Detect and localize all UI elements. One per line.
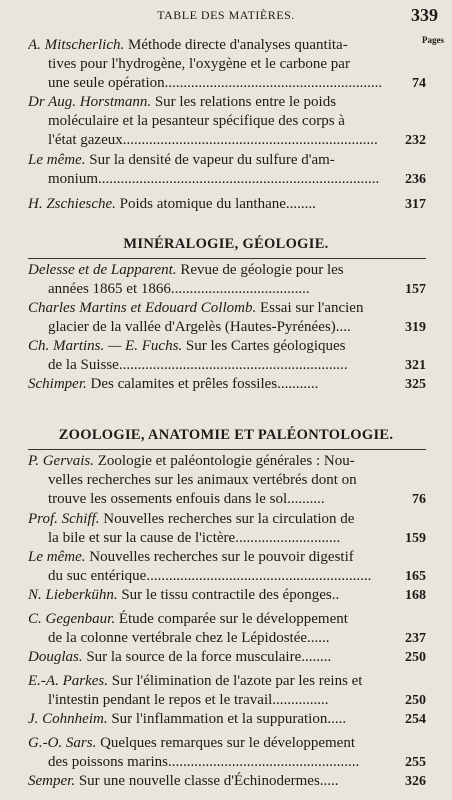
entry-title-text: Sur l'inflammation et la suppuration: [107, 711, 328, 727]
entry-last-line: [28, 753, 426, 772]
dot-leader: ....: [335, 319, 351, 335]
toc-entry: [28, 510, 426, 548]
toc-entry: [28, 734, 426, 772]
entry-title-text: de la Suisse: [48, 357, 119, 373]
entry-last-line: [28, 529, 426, 548]
section-rule: [28, 258, 426, 259]
entry-last-line: [28, 356, 426, 375]
entry-last-line: [28, 195, 426, 214]
dot-leader: .............................................................: [118, 357, 348, 373]
dot-leader: ...............: [272, 692, 329, 708]
entry-line: [28, 299, 426, 318]
entry-line: [28, 610, 426, 629]
entry-page-number: 159: [405, 531, 426, 546]
entry-author: P. Gervais.: [28, 453, 94, 469]
entry-title-text: Étude comparée sur le développement: [115, 611, 348, 627]
entry-line: [28, 93, 426, 112]
entry-title-text: Nouvelles recherches sur la circulation de: [99, 511, 355, 527]
entry-title-text: Sur la densité de vapeur du sulfure d'am-: [85, 152, 335, 168]
toc-entry: [28, 36, 426, 93]
section-title-mineralogie: MINÉRALOGIE, GÉOLOGIE.: [123, 236, 329, 252]
entry-page-number: 326: [405, 774, 426, 789]
dot-leader: ......: [307, 630, 330, 646]
entry-title-text: monium: [48, 171, 99, 187]
entry-title-text: une seule opération: [48, 75, 165, 91]
entry-line: [28, 55, 426, 74]
entry-last-line: [28, 131, 426, 150]
entry-page-number: 74: [412, 76, 426, 91]
entry-title-text: l'état gazeux: [48, 132, 123, 148]
entry-title-text: la bile et sur la cause de l'ictère: [48, 530, 236, 546]
entry-last-line: [28, 375, 426, 394]
entry-title-text: tives pour l'hydrogène, l'oxygène et le carbone par: [48, 56, 350, 72]
entry-title-text: années 1865 et 1866: [48, 281, 171, 297]
entry-author: C. Gegenbaur.: [28, 611, 116, 627]
entry-page-number: 237: [405, 631, 426, 646]
entry-line: [28, 151, 426, 170]
entry-author: Ch. Martins. — E. Fuchs.: [28, 338, 183, 354]
entry-page-number: 157: [405, 282, 426, 297]
entry-page-number: 250: [405, 650, 426, 665]
dot-leader: .....................................: [170, 281, 310, 297]
entry-title-text: Quelques remarques sur le développement: [96, 735, 356, 751]
entry-last-line: [28, 280, 426, 299]
entry-line: [28, 452, 426, 471]
entry-page-number: 255: [405, 755, 426, 770]
entry-title-text: Zoologie et paléontologie générales : Nou-: [93, 453, 355, 469]
entry-title-text: Sur les relations entre le poids: [151, 94, 337, 110]
toc-entry: [28, 299, 426, 337]
entry-title-text: moléculaire et la pesanteur spécifique des corps à: [48, 113, 345, 129]
entry-author: E.-A. Parkes.: [28, 673, 108, 689]
entry-page-number: 168: [405, 588, 426, 603]
dot-leader: ..........................................................: [164, 75, 383, 91]
running-header: TABLE DES MATIÈRES.: [157, 8, 295, 22]
entry-author: Schimper.: [28, 376, 87, 392]
dot-leader: ...........................................................................: [98, 171, 380, 187]
section-title-zoologie: ZOOLOGIE, ANATOMIE ET PALÉONTOLOGIE.: [58, 427, 394, 443]
toc-entry: [28, 261, 426, 299]
entry-title-text: Sur une nouvelle classe d'Échinodermes: [75, 773, 320, 789]
toc-entry: [28, 586, 426, 605]
entry-page-number: 250: [405, 693, 426, 708]
entry-line: [28, 36, 426, 55]
entry-title-text: du suc entérique: [48, 568, 147, 584]
entry-line: [28, 261, 426, 280]
toc-entry: [28, 548, 426, 586]
entry-title-text: Nouvelles recherches sur le pouvoir digestif: [85, 549, 354, 565]
entry-author: N. Lieberkühn.: [28, 587, 118, 603]
entry-line: [28, 112, 426, 131]
dot-leader: .....: [319, 773, 339, 789]
entry-last-line: [28, 586, 426, 605]
toc-entry: [28, 93, 426, 150]
entry-line: [28, 510, 426, 529]
entry-line: [28, 471, 426, 490]
toc-entry: [28, 337, 426, 375]
toc-entry: [28, 195, 426, 214]
entry-title-text: glacier de la vallée d'Argelès (Hautes-Pyrénées): [48, 319, 336, 335]
entry-author: Dr Aug. Horstmann.: [28, 94, 152, 110]
entry-title-text: des poissons marins: [48, 754, 168, 770]
entry-title-text: trouve les ossements enfouis dans le sol: [48, 491, 288, 507]
entry-page-number: 321: [405, 358, 426, 373]
entry-page-number: 76: [412, 492, 426, 507]
entry-line: [28, 548, 426, 567]
entry-last-line: [28, 629, 426, 648]
dot-leader: ........: [285, 196, 316, 212]
toc-entry: [28, 452, 426, 509]
entry-title-text: Des calamites et prêles fossiles: [86, 376, 278, 392]
entry-title-text: Essai sur l'ancien: [256, 300, 364, 316]
toc-entry: [28, 648, 426, 667]
entry-last-line: [28, 772, 426, 791]
entry-title-text: Sur la source de la force musculaire: [82, 649, 302, 665]
entry-last-line: [28, 170, 426, 189]
toc-entry: [28, 151, 426, 189]
toc-entry: [28, 772, 426, 791]
entry-title-text: Revue de géologie pour les: [176, 262, 344, 278]
entry-page-number: 165: [405, 569, 426, 584]
entry-author: G.-O. Sars.: [28, 735, 97, 751]
entry-author: Charles Martins et Edouard Collomb.: [28, 300, 257, 316]
entry-author: Semper.: [28, 773, 76, 789]
entry-last-line: [28, 710, 426, 729]
entry-title-text: velles recherches sur les animaux vertébrés dont on: [48, 472, 357, 488]
toc-entry: [28, 375, 426, 394]
entry-author: Delesse et de Lapparent.: [28, 262, 177, 278]
entry-last-line: [28, 318, 426, 337]
dot-leader: ........: [301, 649, 332, 665]
pages-column-label: Pages: [422, 35, 444, 45]
entry-title-text: Poids atomique du lanthane: [115, 196, 286, 212]
entry-line: [28, 672, 426, 691]
entry-page-number: 317: [405, 197, 426, 212]
dot-leader: ....................................................................: [122, 132, 378, 148]
entry-page-number: 254: [405, 712, 426, 727]
entry-last-line: [28, 648, 426, 667]
entry-title-text: Sur le tissu contractile des éponges: [117, 587, 332, 603]
entry-title-text: de la colonne vertébrale chez le Lépidostée: [48, 630, 308, 646]
section-rule: [28, 449, 426, 450]
entry-line: [28, 734, 426, 753]
entry-last-line: [28, 74, 426, 93]
entry-title-text: Sur l'élimination de l'azote par les reins et: [107, 673, 363, 689]
entry-last-line: [28, 567, 426, 586]
entry-line: [28, 337, 426, 356]
entry-page-number: 232: [405, 133, 426, 148]
dot-leader: ..........: [287, 491, 325, 507]
entry-author: H. Zschiesche.: [28, 196, 116, 212]
entry-page-number: 236: [405, 172, 426, 187]
entry-author: Le même.: [28, 549, 86, 565]
entry-author: Prof. Schiff.: [28, 511, 100, 527]
dot-leader: ............................: [235, 530, 341, 546]
entry-title-text: l'intestin pendant le repos et le travail: [48, 692, 273, 708]
page-number: 339: [411, 5, 438, 25]
toc-entry: [28, 710, 426, 729]
entry-page-number: 325: [405, 377, 426, 392]
dot-leader: ...................................................: [168, 754, 360, 770]
entry-last-line: [28, 691, 426, 710]
toc-entry: [28, 672, 426, 710]
dot-leader: ............................................................: [146, 568, 372, 584]
entry-author: J. Cohnheim.: [28, 711, 108, 727]
dot-leader: ...........: [277, 376, 319, 392]
entry-author: A. Mitscherlich.: [28, 37, 125, 53]
entry-title-text: Sur les Cartes géologiques: [182, 338, 346, 354]
entry-title-text: Méthode directe d'analyses quantita-: [124, 37, 348, 53]
entry-author: Le même.: [28, 152, 86, 168]
dot-leader: ..: [331, 587, 340, 603]
entry-author: Douglas.: [28, 649, 83, 665]
entry-page-number: 319: [405, 320, 426, 335]
dot-leader: .....: [327, 711, 347, 727]
entry-last-line: [28, 490, 426, 509]
toc-entry: [28, 610, 426, 648]
